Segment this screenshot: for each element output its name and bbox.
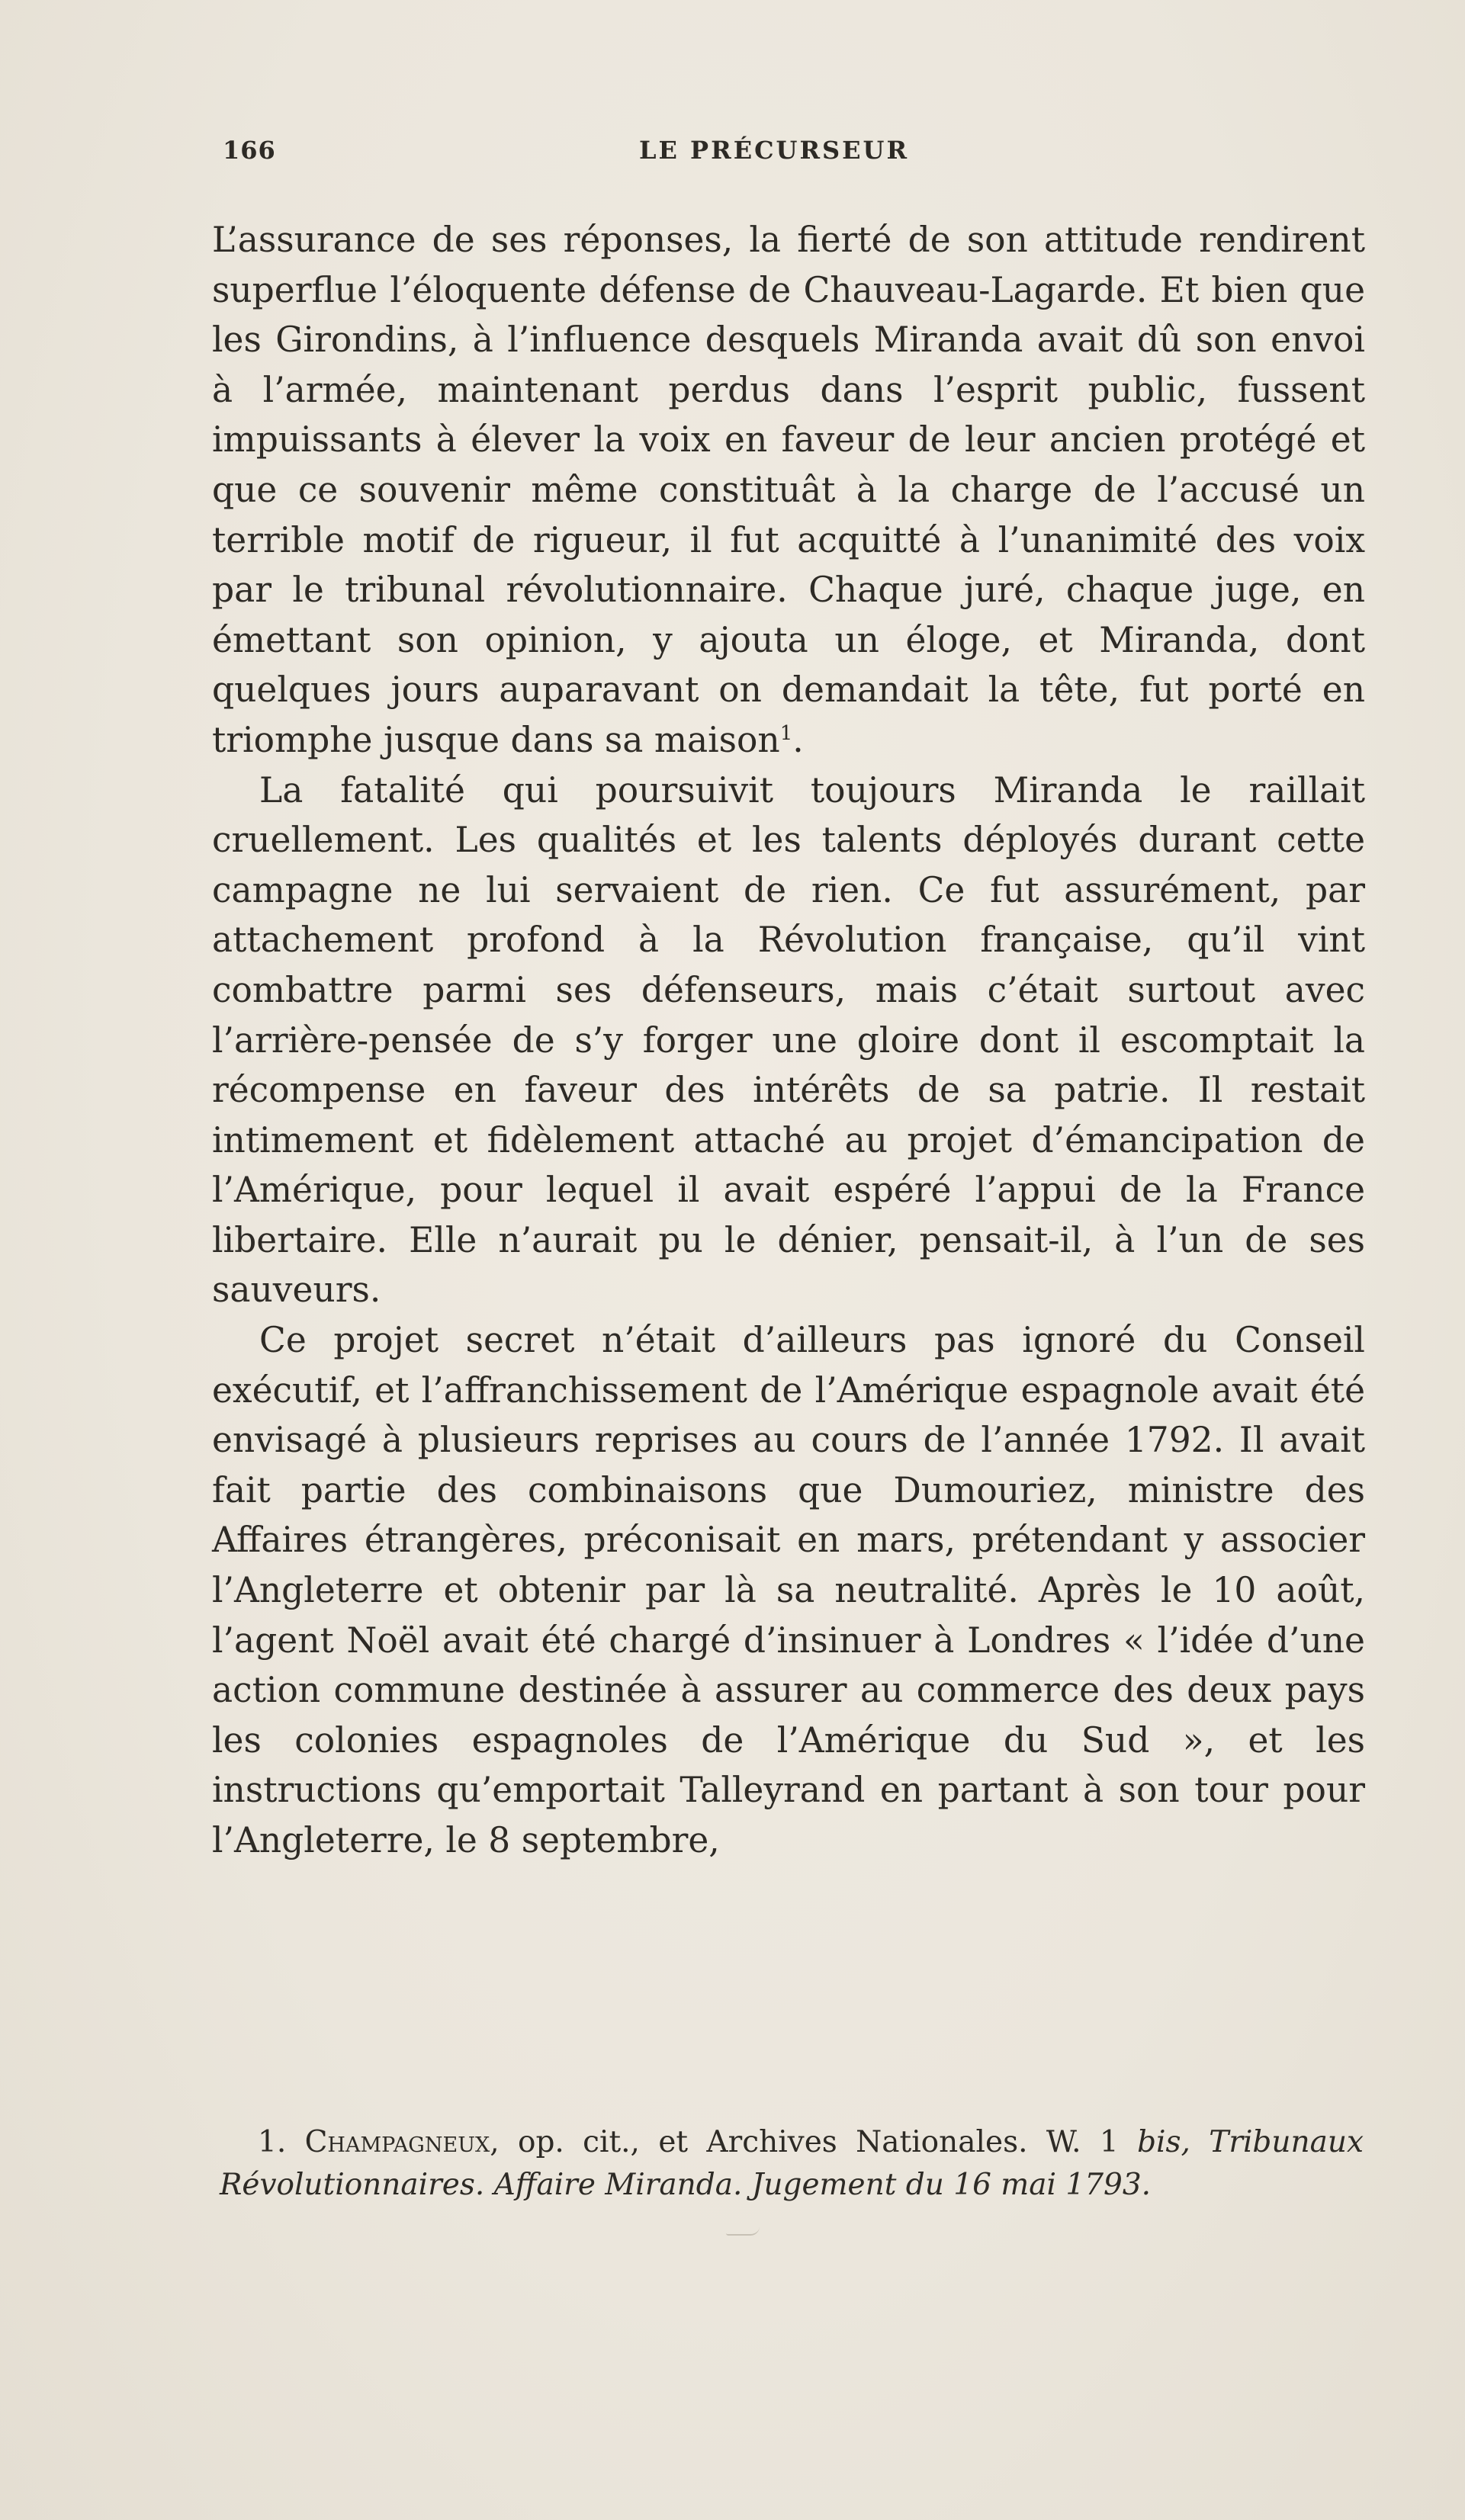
paragraph-1-end: . (792, 719, 804, 760)
paragraph-2: La fatalité qui poursuivit toujours Miranda le raillait cruellement. Les qualités et les talents déployés durant cette campagne ne lui servaient de rien. Ce fut assurément, par attachement profond à la Révolution française, qu’il vint combattre parmi ses défenseurs, mais c’était surtout avec l’arrière-pensée de s’y forger une gloire dont il escomptait la récompense en faveur des intérêts de sa patrie. Il restait intimement et fidèlement attaché au projet d’émancipation de l’Amérique, pour lequel il avait espéré l’appui de la France libertaire. Elle n’aurait pu le dénier, pensait-il, à l’un de ses sauveurs. (212, 769, 1365, 1311)
paragraph-3: Ce projet secret n’était d’ailleurs pas ignoré du Conseil exécutif, et l’affranchissement de l’Amérique espagnole avait été envisagé à plusieurs reprises au cours de l’année 1792. Il avait fait partie des combinaisons que Dumouriez, ministre des Affaires étrangères, préconisait en mars, prétendant y associer l’Angleterre et obtenir par là sa neutralité. Après le 10 août, l’agent Noël avait été chargé d’insinuer à Londres « l’idée d’une action commune destinée à assurer au commerce des deux pays les colonies espagnoles de l’Amérique du Sud », et les instructions qu’emportait Talleyrand en partant à son tour pour l’Angleterre, le 8 septembre, (212, 1320, 1365, 1860)
footnote-source: , op. cit., et Archives Nationales. W. 1 (490, 2125, 1138, 2159)
paragraph-1-text: L’assurance de ses réponses, la fierté de son attitude rendirent superflue l’éloquente défense de Chauveau-Lagarde. Et bien que les Girondins, à l’influence desquels Miranda avait dû son envoi à l’armée, maintenant perdus dans l’esprit public, fussent impuissants à élever la voix en faveur de leur ancien protégé et que ce souvenir même constituât à la charge de l’accusé un terrible motif de rigueur, il fut acquitté à l’unanimité des voix par le tribunal révolutionnaire. Chaque juré, chaque juge, en émettant son opinion, y ajouta un éloge, et Miranda, dont quelques jours auparavant on demandait la tête, fut porté en triomphe jusque dans sa maison (212, 220, 1365, 760)
page-number: 166 (223, 136, 276, 165)
footnote-author: Champagneux (304, 2125, 490, 2159)
footnote-title: Tribunaux Révolutionnaires. Affaire Miranda. Jugement du 16 mai 1793. (220, 2125, 1364, 2202)
footnote-bis: bis, (1137, 2125, 1190, 2159)
main-text (212, 215, 1365, 1866)
footnote-reference: 1 (779, 721, 793, 745)
page-header (223, 136, 1357, 181)
footnote-1 (220, 2121, 1364, 2207)
footnotes (220, 2121, 1364, 2207)
footnote-number: 1. (258, 2125, 287, 2159)
paragraph-1 (212, 215, 1365, 766)
running-title: LE PRÉCURSEUR (639, 136, 910, 165)
ink-mark (726, 2226, 760, 2236)
